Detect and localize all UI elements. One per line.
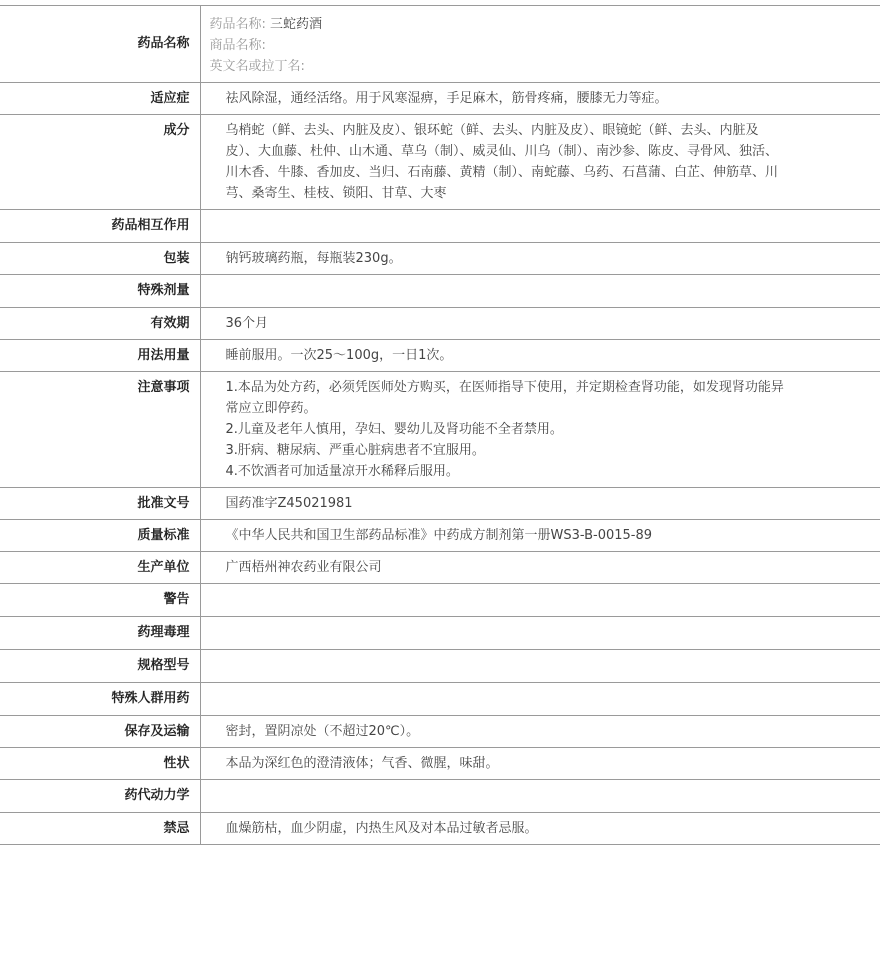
row-value: 睡前服用。一次25～100g，一日1次。 (200, 340, 880, 372)
row-label: 保存及运输 (0, 716, 200, 748)
row-label: 质量标准 (0, 520, 200, 552)
english-name-key: 英文名或拉丁名: (209, 59, 305, 74)
name-cell (200, 6, 880, 83)
row-label: 用法用量 (0, 340, 200, 372)
row-label: 规格型号 (0, 650, 200, 683)
precautions-cell (200, 372, 880, 488)
precaution-item: 4.不饮酒者可加适量凉开水稀释后服用。 (225, 464, 459, 479)
precaution-item: 3.肝病、糖尿病、严重心脏病患者不宜服用。 (225, 443, 485, 458)
row-manufacturer (0, 552, 880, 584)
precaution-item: 2.儿童及老年人慎用，孕妇、婴幼儿及肾功能不全者禁用。 (225, 422, 563, 437)
row-label: 适应症 (0, 83, 200, 115)
trade-name-key: 商品名称: (209, 38, 266, 53)
row-label: 特殊人群用药 (0, 683, 200, 716)
row-specification (0, 650, 880, 683)
row-packaging (0, 243, 880, 275)
row-value: 本品为深红色的澄清液体；气香、微腥，味甜。 (200, 748, 880, 780)
row-quality-standard (0, 520, 880, 552)
row-value: 36个月 (200, 308, 880, 340)
row-value (200, 617, 880, 650)
row-value (200, 650, 880, 683)
row-label: 注意事项 (0, 372, 200, 488)
row-value: 广西梧州神农药业有限公司 (200, 552, 880, 584)
drug-info-table (0, 5, 880, 845)
row-value: 《中华人民共和国卫生部药品标准》中药成方制剂第一册WS3-B-0015-89 (200, 520, 880, 552)
generic-name-line (210, 14, 786, 35)
generic-name-key: 药品名称: (209, 17, 266, 32)
row-appearance (0, 748, 880, 780)
row-label: 禁忌 (0, 813, 200, 845)
row-label: 特殊剂量 (0, 275, 200, 308)
row-contraindications (0, 813, 880, 845)
row-precautions (0, 372, 880, 488)
row-shelf-life (0, 308, 880, 340)
row-pharmacology (0, 617, 880, 650)
row-drug-name (0, 6, 880, 83)
row-label: 批准文号 (0, 488, 200, 520)
row-special-dosage (0, 275, 880, 308)
row-ingredients (0, 115, 880, 210)
row-label: 药理毒理 (0, 617, 200, 650)
row-label: 药品名称 (0, 6, 200, 83)
trade-name-line (210, 35, 786, 56)
row-value: 钠钙玻璃药瓶，每瓶装230g。 (200, 243, 880, 275)
row-value (200, 780, 880, 813)
row-value: 密封，置阴凉处（不超过20℃）。 (200, 716, 880, 748)
row-pharmacokinetics (0, 780, 880, 813)
row-interactions (0, 210, 880, 243)
row-approval-number (0, 488, 880, 520)
row-dosage (0, 340, 880, 372)
row-value: 血燥筋枯，血少阴虚，内热生风及对本品过敏者忌服。 (200, 813, 880, 845)
row-label: 成分 (0, 115, 200, 210)
row-value (200, 210, 880, 243)
row-indications (0, 83, 880, 115)
row-storage (0, 716, 880, 748)
row-special-populations (0, 683, 880, 716)
row-value: 祛风除湿，通经活络。用于风寒湿痹，手足麻木，筋骨疼痛，腰膝无力等症。 (200, 83, 880, 115)
row-label: 警告 (0, 584, 200, 617)
row-label: 有效期 (0, 308, 200, 340)
row-value (200, 275, 880, 308)
row-value: 国药准字Z45021981 (200, 488, 880, 520)
row-label: 生产单位 (0, 552, 200, 584)
precaution-item: 1.本品为处方药，必须凭医师处方购买，在医师指导下使用，并定期检查肾功能，如发现肾功能异常应立即停药。 (225, 380, 784, 416)
row-value (200, 584, 880, 617)
row-label: 包装 (0, 243, 200, 275)
row-value (200, 683, 880, 716)
generic-name-value: 三蛇药酒 (270, 17, 323, 32)
row-warning (0, 584, 880, 617)
row-label: 药代动力学 (0, 780, 200, 813)
english-name-line (210, 56, 786, 77)
row-label: 性状 (0, 748, 200, 780)
row-label: 药品相互作用 (0, 210, 200, 243)
row-value: 乌梢蛇（鲜、去头、内脏及皮）、银环蛇（鲜、去头、内脏及皮）、眼镜蛇（鲜、去头、内脏及皮）、大血藤、杜仲、山木通、草乌（制）、威灵仙、川乌（制）、南沙参、陈皮、寻骨风、独活、川木香、牛膝、香加皮、当归、石南藤、黄精（制）、南蛇藤、乌药、石菖蒲、白芷、伸筋草、川芎、桑寄生、桂枝、锁阳、甘草、大枣 (200, 115, 880, 210)
